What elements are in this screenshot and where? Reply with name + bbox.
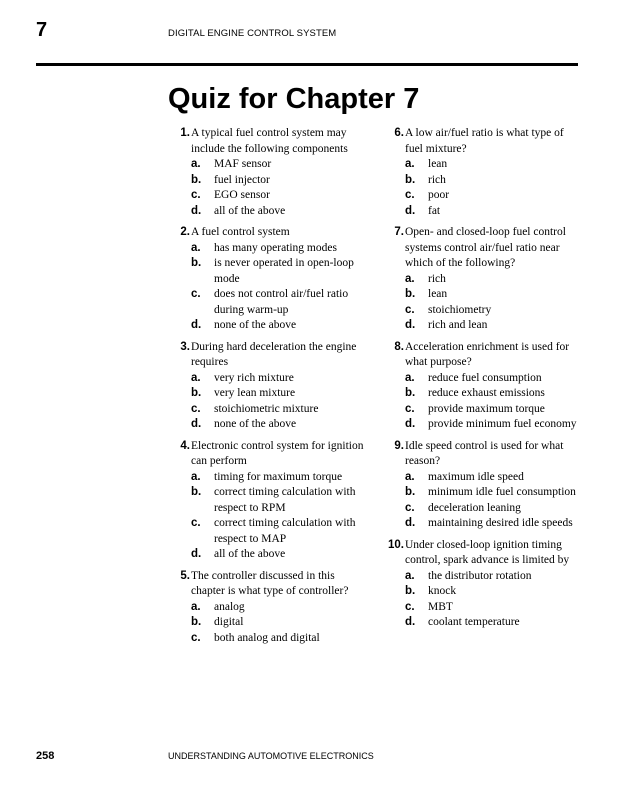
option-letter: c. — [191, 288, 201, 300]
option-text: reduce exhaust emissions — [428, 387, 545, 399]
option-text: all of the above — [214, 204, 286, 217]
option-letter: c. — [405, 501, 415, 514]
option-text: lean — [428, 288, 448, 300]
option-letter: a. — [405, 272, 415, 285]
option-text: correct timing calculation with respect to MAP — [214, 517, 356, 545]
option-letter: c. — [191, 517, 201, 529]
option-text: poor — [428, 189, 450, 201]
question-text: The controller discussed in this chapter is what type of controller? — [191, 569, 349, 597]
option-text: minimum idle fuel consumption — [428, 486, 576, 498]
answer-option — [382, 569, 582, 585]
option-letter: b. — [191, 257, 202, 269]
option-text: maintaining desired idle speeds — [428, 517, 573, 529]
answer-option — [382, 485, 582, 501]
answer-option — [168, 157, 368, 173]
quiz-question — [168, 340, 368, 433]
answer-option — [168, 204, 368, 220]
answer-option — [382, 188, 582, 204]
option-text: EGO sensor — [214, 189, 270, 201]
option-text: is never operated in open-loop mode — [214, 257, 354, 285]
quiz-column-right — [382, 126, 582, 637]
answer-option — [168, 256, 368, 287]
quiz-question — [382, 439, 582, 532]
quiz-question — [168, 439, 368, 563]
answer-option — [382, 615, 582, 631]
answer-option — [168, 386, 368, 402]
quiz-column-left — [168, 126, 368, 652]
option-letter: a. — [405, 158, 415, 170]
option-letter: c. — [405, 600, 415, 613]
page-title: Quiz for Chapter 7 — [168, 83, 420, 115]
answer-option — [382, 272, 582, 288]
question-text: Idle speed control is used for what reason? — [405, 439, 564, 467]
chapter-number: 7 — [36, 19, 48, 41]
option-text: digital — [214, 616, 244, 628]
option-text: reduce fuel consumption — [428, 371, 542, 384]
option-text: MBT — [428, 600, 453, 613]
option-letter: b. — [191, 173, 202, 186]
option-text: rich — [428, 272, 446, 285]
answer-option — [382, 371, 582, 387]
answer-option — [382, 417, 582, 433]
question-text: Acceleration enrichment is used for what purpose? — [405, 340, 570, 368]
option-text: none of the above — [214, 319, 297, 331]
answer-option — [382, 173, 582, 189]
quiz-question — [382, 538, 582, 631]
option-letter: a. — [191, 470, 201, 483]
option-letter: a. — [191, 371, 201, 384]
option-letter: a. — [191, 158, 201, 170]
question-number: 8. — [394, 340, 404, 353]
answer-option — [168, 615, 368, 631]
option-text: very rich mixture — [214, 371, 294, 384]
option-text: none of the above — [214, 418, 297, 430]
answer-option — [382, 318, 582, 334]
question-number: 7. — [394, 226, 404, 238]
question-number: 3. — [180, 340, 190, 353]
option-text: does not control air/fuel ratio during warm-up — [214, 288, 349, 316]
answer-option — [168, 516, 368, 547]
question-text: Electronic control system for ignition can perform — [191, 439, 364, 467]
quiz-question — [382, 340, 582, 433]
option-letter: c. — [405, 303, 415, 316]
option-letter: d. — [191, 319, 202, 331]
option-text: correct timing calculation with respect to RPM — [214, 486, 356, 514]
answer-option — [382, 287, 582, 303]
question-text: Under closed-loop ignition timing control, spark advance is limited by — [405, 538, 570, 566]
header-rule — [36, 63, 578, 66]
option-text: rich — [428, 173, 446, 186]
question-number: 6. — [394, 127, 404, 139]
question-text: A low air/fuel ratio is what type of fuel mixture? — [405, 127, 564, 155]
answer-option — [382, 386, 582, 402]
option-text: knock — [428, 585, 457, 597]
question-number: 2. — [180, 226, 190, 238]
answer-option — [382, 157, 582, 173]
option-letter: d. — [191, 418, 202, 430]
option-letter: c. — [191, 402, 201, 415]
quiz-question — [168, 126, 368, 219]
option-letter: d. — [405, 204, 416, 217]
answer-option — [168, 188, 368, 204]
question-number: 9. — [394, 439, 404, 452]
question-number: 1. — [180, 127, 190, 139]
answer-option — [168, 470, 368, 486]
option-text: both analog and digital — [214, 631, 320, 644]
answer-option — [382, 470, 582, 486]
quiz-question — [168, 225, 368, 334]
answer-option — [382, 584, 582, 600]
option-letter: b. — [191, 387, 202, 399]
option-letter: c. — [405, 189, 415, 201]
option-text: analog — [214, 600, 245, 613]
option-text: has many operating modes — [214, 241, 337, 254]
option-letter: d. — [405, 418, 416, 430]
option-letter: b. — [405, 387, 416, 399]
option-letter: c. — [191, 189, 201, 201]
question-text: A fuel control system — [191, 226, 290, 238]
answer-option — [168, 173, 368, 189]
option-letter: d. — [405, 616, 416, 628]
option-text: timing for maximum torque — [214, 470, 343, 483]
option-letter: d. — [405, 319, 416, 331]
option-letter: b. — [191, 616, 202, 628]
answer-option — [382, 303, 582, 319]
option-letter: c. — [405, 402, 415, 415]
option-text: deceleration leaning — [428, 501, 521, 514]
question-number: 5. — [180, 569, 190, 582]
option-letter: a. — [405, 569, 415, 582]
option-letter: d. — [191, 204, 202, 217]
option-text: stoichiometry — [428, 303, 492, 316]
answer-option — [382, 516, 582, 532]
answer-option — [168, 402, 368, 418]
option-text: all of the above — [214, 548, 286, 560]
answer-option — [168, 631, 368, 647]
running-head: DIGITAL ENGINE CONTROL SYSTEM — [168, 28, 337, 39]
option-text: very lean mixture — [214, 387, 296, 399]
question-text: A typical fuel control system may include the following components — [191, 127, 348, 155]
option-letter: b. — [405, 585, 416, 597]
option-letter: b. — [405, 288, 416, 300]
question-text: During hard deceleration the engine requires — [191, 340, 357, 368]
option-letter: a. — [405, 470, 415, 483]
option-letter: a. — [191, 241, 201, 254]
option-letter: b. — [405, 486, 416, 498]
option-letter: b. — [191, 486, 202, 498]
option-text: rich and lean — [428, 319, 488, 331]
answer-option — [168, 600, 368, 616]
option-text: the distributor rotation — [428, 569, 532, 582]
answer-option — [382, 402, 582, 418]
option-text: stoichiometric mixture — [214, 402, 319, 415]
quiz-question — [382, 126, 582, 219]
quiz-question — [382, 225, 582, 334]
answer-option — [168, 485, 368, 516]
option-letter: a. — [191, 600, 201, 613]
answer-option — [168, 417, 368, 433]
answer-option — [382, 501, 582, 517]
option-letter: c. — [191, 631, 201, 644]
answer-option — [168, 318, 368, 334]
answer-option — [382, 204, 582, 220]
option-text: provide maximum torque — [428, 402, 545, 415]
answer-option — [382, 600, 582, 616]
quiz-question — [168, 569, 368, 647]
answer-option — [168, 241, 368, 257]
option-text: fuel injector — [214, 173, 270, 186]
option-text: provide minimum fuel economy — [428, 418, 577, 430]
answer-option — [168, 371, 368, 387]
question-number: 10. — [388, 538, 404, 551]
option-letter: d. — [405, 517, 416, 529]
option-letter: d. — [191, 548, 202, 560]
footer-book-title: UNDERSTANDING AUTOMOTIVE ELECTRONICS — [168, 751, 374, 761]
page-number: 258 — [36, 750, 55, 762]
option-text: coolant temperature — [428, 616, 520, 628]
answer-option — [168, 547, 368, 563]
option-text: MAF sensor — [214, 158, 272, 170]
option-text: maximum idle speed — [428, 470, 524, 483]
option-text: fat — [428, 204, 441, 217]
option-text: lean — [428, 158, 448, 170]
option-letter: b. — [405, 173, 416, 186]
question-number: 4. — [180, 439, 190, 452]
question-text: Open- and closed-loop fuel control systems control air/fuel ratio near which of the following? — [405, 226, 566, 269]
answer-option — [168, 287, 368, 318]
option-letter: a. — [405, 371, 415, 384]
